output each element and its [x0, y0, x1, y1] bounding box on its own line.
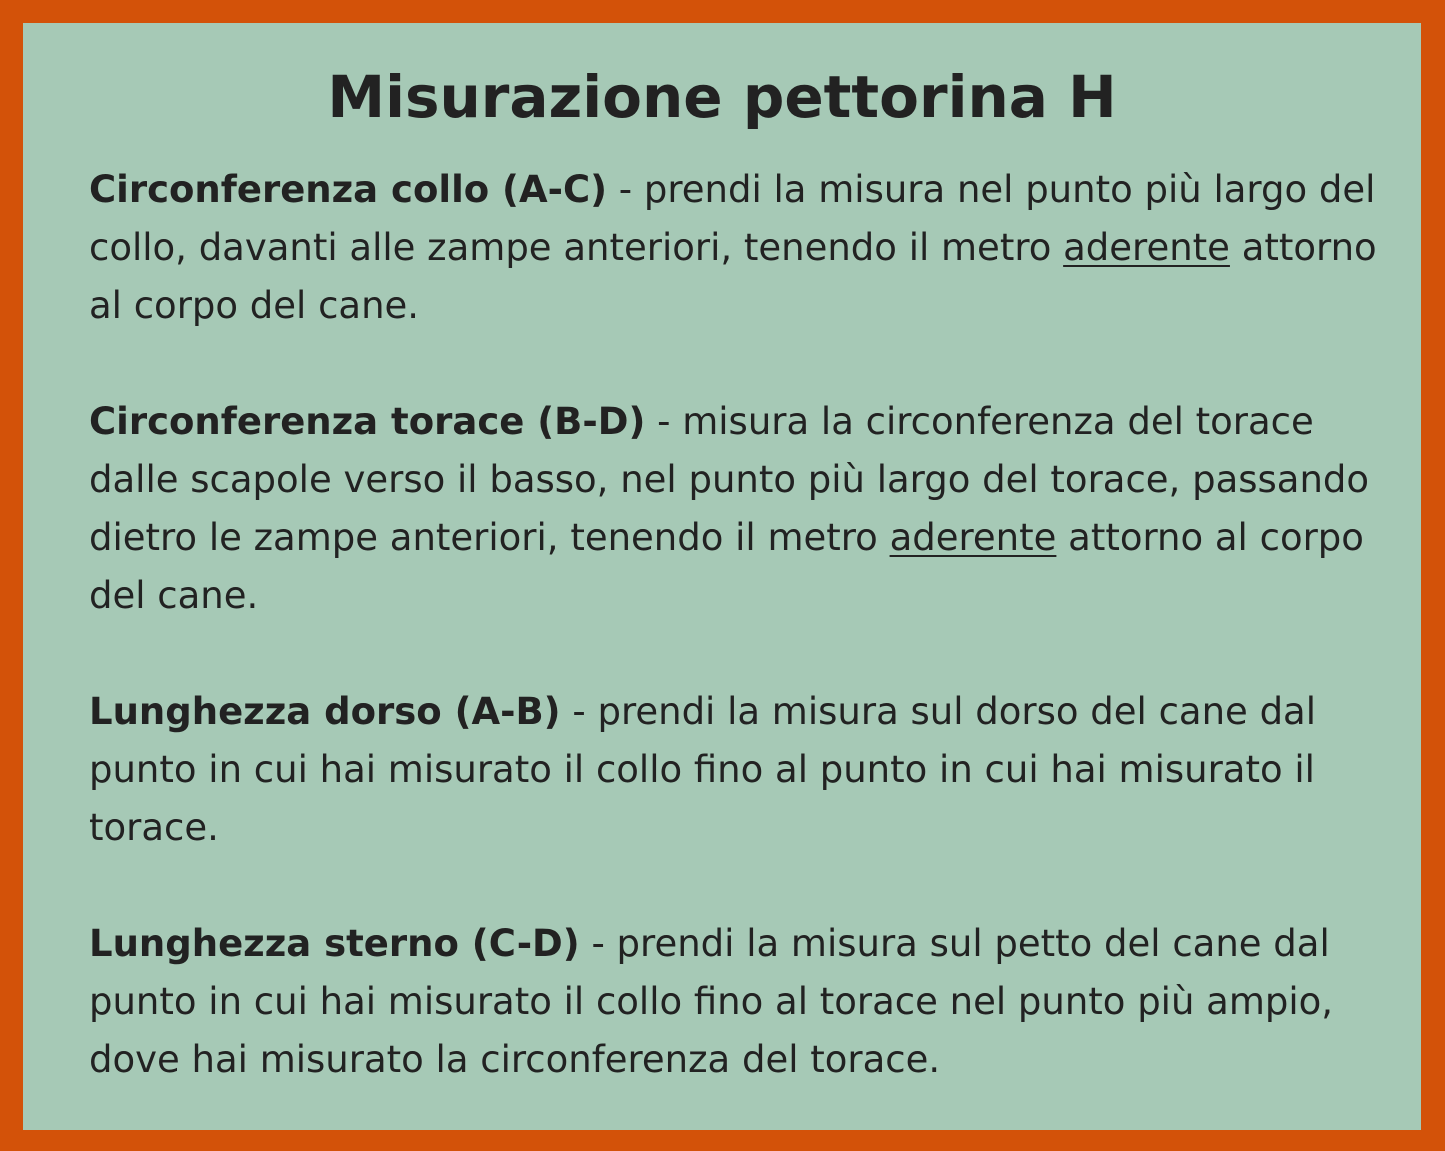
section-neck-circumference: [89, 161, 1379, 335]
section-term: Lunghezza sterno (C-D): [89, 922, 580, 965]
section-sternum-length: [89, 915, 1379, 1089]
page-title: Misurazione pettorina H: [327, 63, 1117, 131]
section-back-length: [89, 683, 1379, 857]
section-term: Circonferenza torace (B-D): [89, 400, 646, 443]
section-emphasis: aderente: [889, 516, 1057, 559]
section-text-end: attorno al corpo del cane.: [89, 516, 1364, 617]
section-text-end: attorno al corpo del cane.: [89, 226, 1377, 327]
content-panel: [23, 23, 1421, 1130]
section-chest-circumference: [89, 393, 1379, 625]
section-text: - prendi la misura sul petto del cane dal punto in cui hai misurato il collo fino al torace nel punto più ampio, dove hai misurato la circonferenza del torace.: [89, 922, 1334, 1081]
section-term: Circonferenza collo (A-C): [89, 168, 608, 211]
instructions-list: [89, 161, 1379, 1089]
section-term: Lunghezza dorso (A-B): [89, 690, 561, 733]
section-text: - prendi la misura nel punto più largo del collo, davanti alle zampe anteriori, tenendo il metro: [89, 168, 1376, 269]
section-text: - misura la circonferenza del torace dalle scapole verso il basso, nel punto più largo del torace, passando dietro le zampe anteriori, tenendo il metro: [89, 400, 1370, 559]
section-text: - prendi la misura sul dorso del cane dal punto in cui hai misurato il collo fino al punto in cui hai misurato il torace.: [89, 690, 1317, 849]
section-emphasis: aderente: [1063, 226, 1230, 269]
